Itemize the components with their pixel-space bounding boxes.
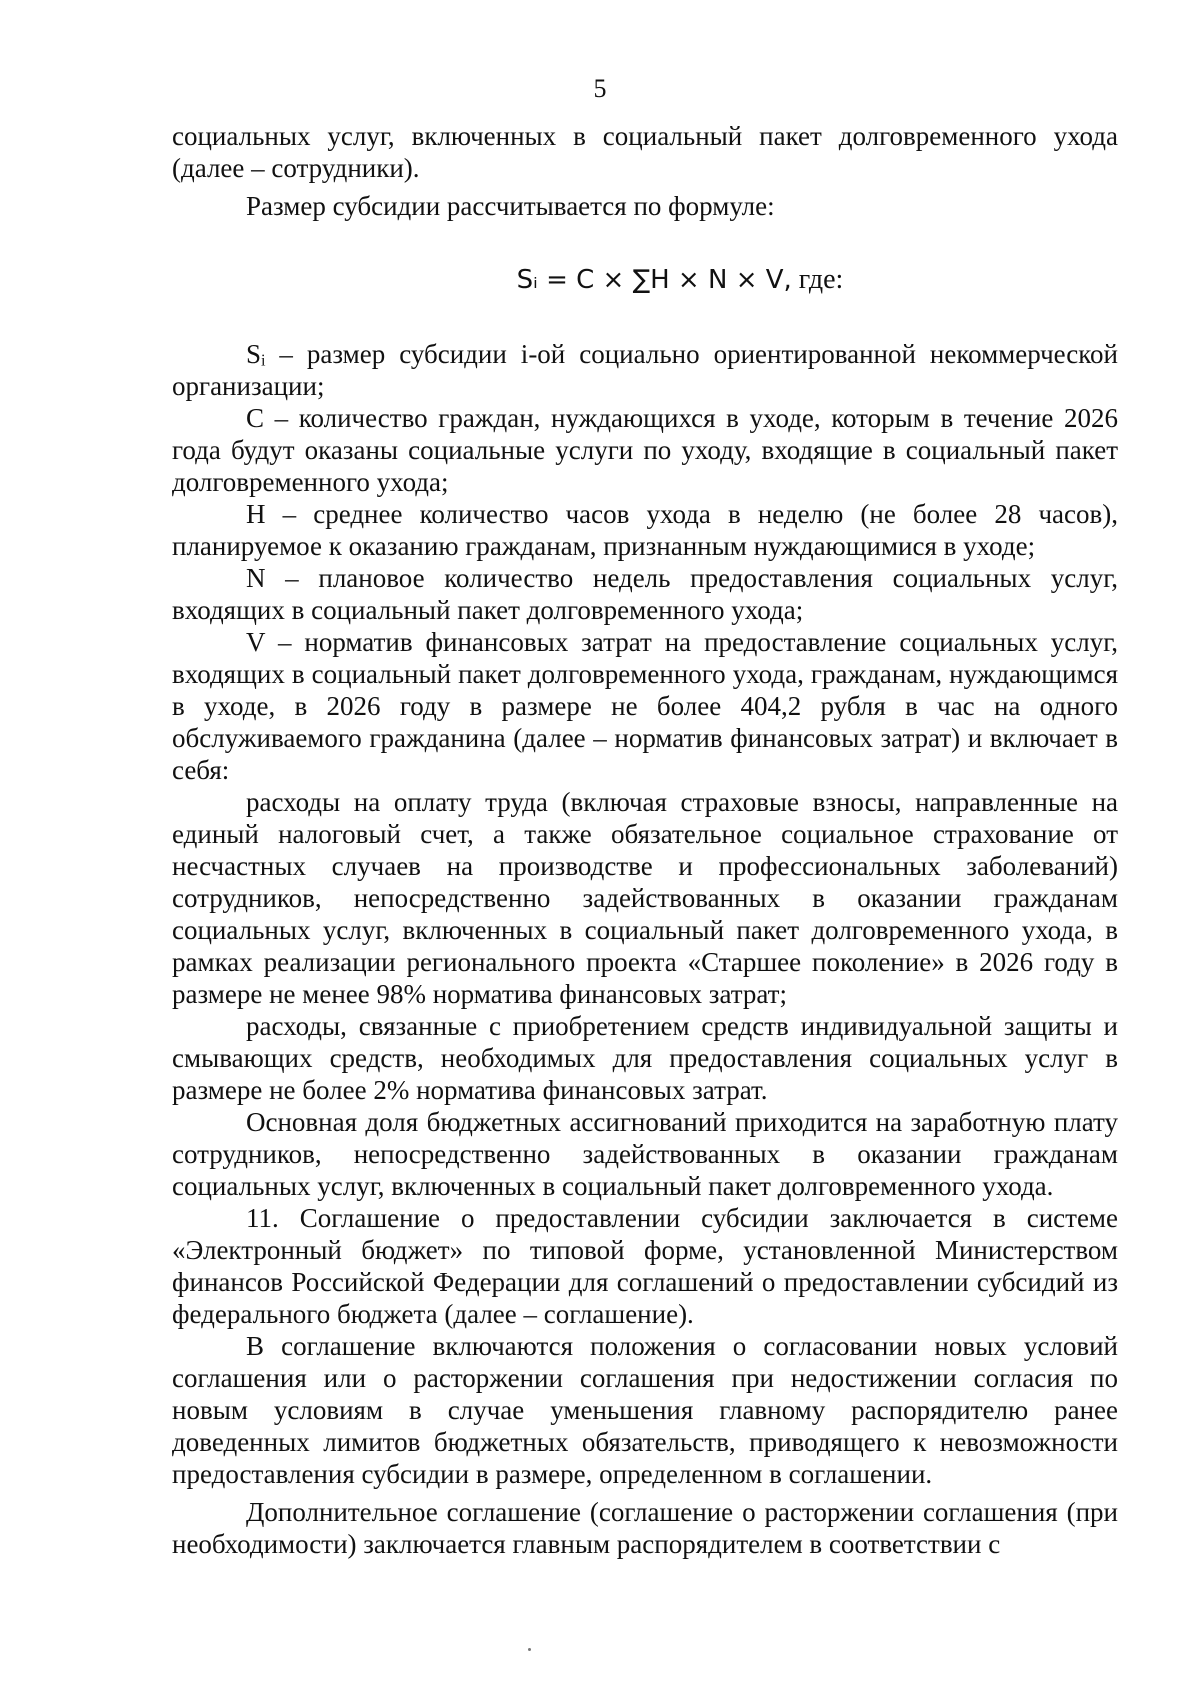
- page-number: 5: [593, 74, 607, 103]
- paragraph-agreement-conditions: В соглашение включаются положения о согласовании новых условий соглашения или о расторжении соглашения при недостижении согласия по новым условиям в случае уменьшения главному распорядителю ранее доведенных лимитов бюджетных обязательств, приводящего к невозможности предоставления субсидии в размере, определенном в соглашении.: [172, 1331, 1118, 1489]
- subsidy-formula: [172, 262, 1118, 298]
- paragraph-si-definition: Sᵢ – размер субсидии i-ой социально ориентированной некоммерческой организации;: [172, 339, 1118, 401]
- paragraph-n-definition: N – плановое количество недель предоставления социальных услуг, входящих в социальный пакет долговременного ухода;: [172, 563, 1118, 625]
- paragraph-continuation: социальных услуг, включенных в социальный пакет долговременного ухода (далее – сотрудники).: [172, 121, 1118, 183]
- paragraph-formula-intro: Размер субсидии рассчитывается по формуле:: [246, 191, 775, 221]
- document-body: [172, 120, 1118, 1560]
- paragraph-protection-costs: расходы, связанные с приобретением средств индивидуальной защиты и смывающих средств, необходимых для предоставления социальных услуг в размере не более 2% норматива финансовых затрат.: [172, 1011, 1118, 1105]
- paragraph-v-definition: V – норматив финансовых затрат на предоставление социальных услуг, входящих в социальный пакет долговременного ухода, гражданам, нуждающимся в уходе, в 2026 году в размере не более 404,2 рубля в час на одного обслуживаемого гражданина (далее – норматив финансовых затрат) и включает в себя:: [172, 627, 1118, 785]
- paragraph-c-definition: C – количество граждан, нуждающихся в уходе, которым в течение 2026 года будут оказаны социальные услуги по уходу, входящие в социальный пакет долговременного ухода;: [172, 403, 1118, 497]
- scan-speck: [528, 1648, 531, 1651]
- paragraph-budget-share: Основная доля бюджетных ассигнований приходится на заработную плату сотрудников, непосредственно задействованных в оказании гражданам социальных услуг, включенных в социальный пакет долговременного ухода.: [172, 1107, 1118, 1201]
- paragraph-item-11: 11. Соглашение о предоставлении субсидии заключается в системе «Электронный бюджет» по типовой форме, установленной Министерством финансов Российской Федерации для соглашений о предоставлении субсидий из федерального бюджета (далее – соглашение).: [172, 1203, 1118, 1329]
- paragraph-additional-agreement: Дополнительное соглашение (соглашение о расторжении соглашения (при необходимости) заключается главным распорядителем в соответствии с: [172, 1497, 1118, 1559]
- formula-suffix: где:: [798, 264, 844, 295]
- paragraph-h-definition: H – среднее количество часов ухода в неделю (не более 28 часов), планируемое к оказанию гражданам, признанным нуждающимися в уходе;: [172, 499, 1118, 561]
- paragraph-labor-costs: расходы на оплату труда (включая страховые взносы, направленные на единый налоговый счет, а также обязательное социальное страхование от несчастных случаев на производстве и профессиональных заболеваний) сотрудников, непосредственно задействованных в оказании гражданам социальных услуг, включенных в социальный пакет долговременного ухода, в рамках реализации регионального проекта «Старшее поколение» в 2026 году в размере не менее 98% норматива финансовых затрат;: [172, 787, 1118, 1009]
- formula-expression: Sᵢ = C × ∑H × N × V,: [516, 265, 792, 295]
